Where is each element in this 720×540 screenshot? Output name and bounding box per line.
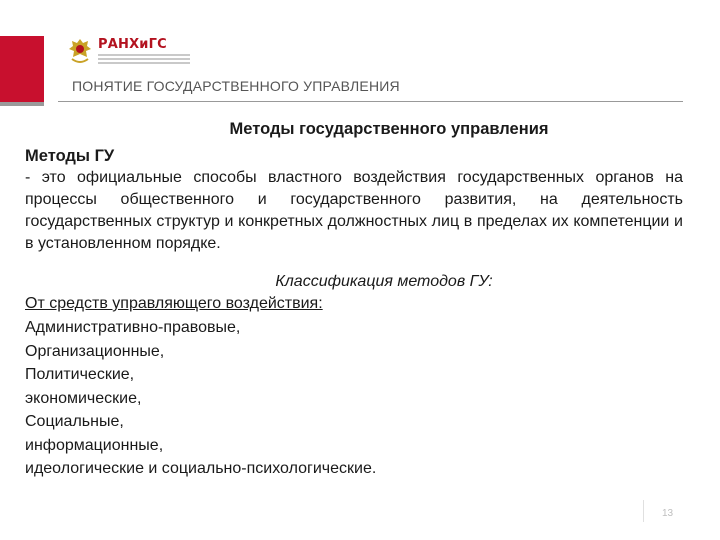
emblem-icon: [66, 36, 94, 66]
list-item: Социальные,: [25, 413, 124, 430]
accent-bar: [0, 36, 44, 102]
term-label: Методы ГУ: [25, 147, 115, 165]
list-item: Административно-правовые,: [25, 319, 241, 336]
page-number: 13: [662, 508, 674, 519]
slide-content: [25, 120, 683, 481]
list-item: Организационные,: [25, 342, 165, 360]
list-item: идеологические и социально-психологические.: [25, 460, 377, 477]
slide-heading: Методы государственного управления: [229, 120, 549, 138]
footer-divider: [643, 500, 644, 522]
section-title: ПОНЯТИЕ ГОСУДАРСТВЕННОГО УПРАВЛЕНИЯ: [72, 78, 400, 94]
logo-text: РАНХиГС: [98, 37, 167, 52]
methods-list: [25, 316, 683, 481]
means-label: От средств управляющего воздействия:: [25, 295, 323, 312]
ranepa-logo: [66, 36, 190, 66]
classification-title: Классификация методов ГУ:: [275, 273, 493, 290]
logo-subtitle-lines: [98, 54, 190, 64]
list-item: Политические,: [25, 366, 135, 383]
header-divider: [58, 101, 683, 102]
list-item: информационные,: [25, 436, 164, 454]
accent-bar-shadow: [0, 102, 44, 106]
definition-text: - это официальные способы властного воздействия государственных органов на процессы общественного и государственного развития, на деятельность государственных структур и конкретных должностных лиц в пределах их компетенции и в установленном порядке.: [25, 169, 683, 252]
list-item: экономические,: [25, 389, 142, 407]
